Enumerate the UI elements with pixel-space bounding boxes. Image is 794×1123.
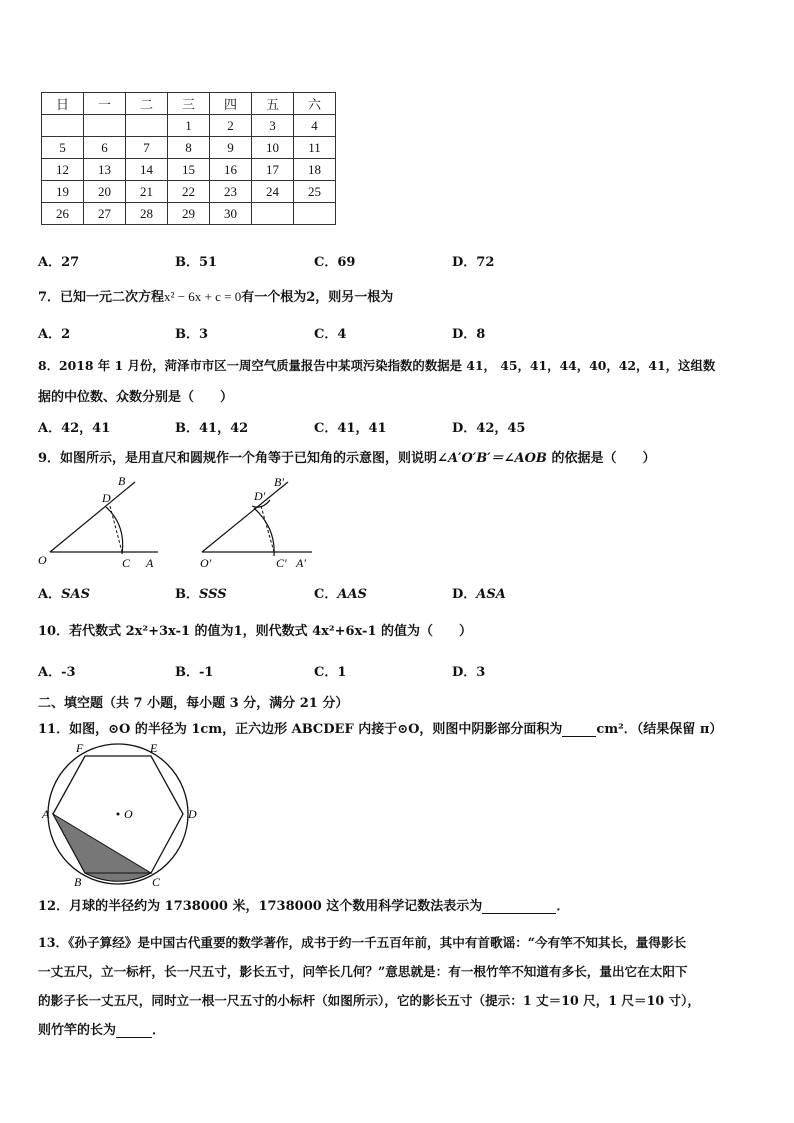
calendar-cell — [42, 115, 84, 137]
q9-option-b-letter: B． — [175, 587, 199, 602]
calendar-cell: 26 — [42, 203, 84, 225]
calendar-cell: 20 — [84, 181, 126, 203]
calendar-cell: 10 — [252, 137, 294, 159]
q9-option-b[interactable] — [175, 583, 227, 602]
q10-stem: 10．若代数式 2x²+3x-1 的值为1，则代数式 4x²+6x-1 的值为（ ） — [38, 624, 473, 639]
q9-option-d-value: ASA — [476, 587, 506, 602]
calendar-cell: 5 — [42, 137, 84, 159]
q11-hexagon-figure — [36, 738, 206, 888]
q7-text-before: 7．已知一元二次方程 — [38, 290, 165, 305]
q13-line-2: 一丈五尺，立一标杆，长一尺五寸，影长五寸，问竿长几何？”意思就是：有一根竹竿不知道有多长，量出它在太阳下 — [38, 964, 688, 979]
calendar-cell: 27 — [84, 203, 126, 225]
label-d-prime: D′ — [254, 489, 266, 503]
label-f: F — [76, 741, 84, 755]
q9-option-c-letter: C． — [314, 587, 338, 602]
calendar-cell: 8 — [168, 137, 210, 159]
calendar-cell: 23 — [210, 181, 252, 203]
label-e: E — [150, 741, 158, 755]
calendar-cell: 24 — [252, 181, 294, 203]
q9-angle-figure — [30, 470, 330, 575]
chord-d-prime-c-prime — [261, 506, 274, 552]
q11-text-before: 11．如图，⊙O 的半径为 1cm，正六边形 ABCDEF 内接于⊙O，则图中阴影部分面积为 — [38, 722, 563, 737]
label-d: D — [188, 807, 197, 821]
q11-stem — [38, 718, 722, 737]
calendar-table — [41, 92, 336, 225]
q9-option-a-value: SAS — [61, 587, 90, 602]
q7-option-d[interactable]: D．8 — [452, 327, 486, 342]
calendar-cell: 21 — [126, 181, 168, 203]
q10-option-c[interactable]: C．1 — [314, 665, 347, 680]
calendar-cell: 16 — [210, 159, 252, 181]
q9-option-c[interactable] — [314, 583, 367, 602]
label-d: D — [102, 491, 111, 505]
label-c-prime: C′ — [276, 556, 287, 570]
calendar-cell: 15 — [168, 159, 210, 181]
q9-text-after: 的依据是（ ） — [546, 451, 656, 466]
calendar-cell: 13 — [84, 159, 126, 181]
q6-option-c[interactable]: C．69 — [314, 255, 356, 270]
q6-option-b[interactable]: B．51 — [175, 255, 218, 270]
q7-option-c[interactable]: C．4 — [314, 327, 347, 342]
calendar-cell — [126, 115, 168, 137]
q13-line-1: 13．《孙子算经》是中国古代重要的数学著作，成书于约一千五百年前，其中有首歌谣：“今有竿不知其长，量得影长 — [38, 935, 687, 950]
q8-line-2: 据的中位数、众数分别是（ ） — [38, 390, 234, 405]
q9-option-c-value: AAS — [337, 587, 367, 602]
q10-option-b[interactable]: B．-1 — [175, 665, 214, 680]
q9-option-a[interactable] — [38, 583, 90, 602]
q13-line-3: 的影子长一丈五尺，同时立一根一尺五寸的小标杆（如图所示），它的影长五寸（提示：1 丈＝10 尺，1 尺＝10 寸）， — [38, 993, 701, 1008]
calendar-cell: 4 — [294, 115, 336, 137]
q9-option-b-value: SSS — [199, 587, 227, 602]
q6-option-a[interactable]: A．27 — [38, 255, 80, 270]
calendar-cell: 3 — [252, 115, 294, 137]
calendar-row — [42, 137, 336, 159]
q8-option-a[interactable]: A．42，41 — [38, 421, 111, 436]
calendar-header-cell: 五 — [252, 93, 294, 115]
q9-option-d[interactable] — [452, 583, 506, 602]
label-b: B — [74, 875, 82, 888]
q7-equation: x² − 6x + c = 0 — [164, 289, 242, 304]
calendar-cell: 22 — [168, 181, 210, 203]
calendar-row — [42, 115, 336, 137]
shaded-triangle — [53, 814, 151, 873]
calendar-cell: 28 — [126, 203, 168, 225]
q7-text-after: 有一个根为2，则另一根为 — [241, 290, 394, 305]
calendar-cell: 30 — [210, 203, 252, 225]
q6-option-d[interactable]: D．72 — [452, 255, 495, 270]
label-o: O — [124, 807, 133, 821]
calendar-cell: 18 — [294, 159, 336, 181]
label-o: O — [38, 553, 47, 567]
compass-arc-prime — [254, 508, 274, 556]
calendar-cell — [294, 203, 336, 225]
calendar-header-cell: 二 — [126, 93, 168, 115]
q7-option-a[interactable]: A．2 — [38, 327, 71, 342]
label-c: C — [122, 556, 131, 570]
calendar-cell: 12 — [42, 159, 84, 181]
q13-text-after: ． — [152, 1023, 166, 1038]
calendar-header-cell: 三 — [168, 93, 210, 115]
calendar-cell: 19 — [42, 181, 84, 203]
calendar-header-cell: 一 — [84, 93, 126, 115]
calendar-cell: 7 — [126, 137, 168, 159]
q8-option-d[interactable]: D．42，45 — [452, 421, 526, 436]
label-a-prime: A′ — [296, 556, 306, 570]
calendar-header-cell: 日 — [42, 93, 84, 115]
q9-text-before: 9．如图所示，是用直尺和圆规作一个角等于已知角的示意图，则说明 — [38, 451, 438, 466]
calendar-cell — [252, 203, 294, 225]
q10-option-d[interactable]: D．3 — [452, 665, 486, 680]
q9-left-angle — [38, 474, 158, 570]
calendar-row — [42, 203, 336, 225]
q9-formula: ∠A′O′B′＝∠AOB — [437, 451, 547, 466]
q7-stem — [38, 286, 393, 305]
calendar-cell: 11 — [294, 137, 336, 159]
q12-text-after: ． — [556, 899, 570, 914]
calendar-cell — [84, 115, 126, 137]
calendar-header-cell: 四 — [210, 93, 252, 115]
calendar-header-cell: 六 — [294, 93, 336, 115]
q11-text-after: cm²．（结果保留 π） — [596, 722, 723, 737]
label-b: B — [118, 474, 126, 488]
q8-line-1: 8．2018 年 1 月份，菏泽市市区一周空气质量报告中某项污染指数的数据是 41， 45，41，44，40，42，41，这组数 — [38, 358, 716, 373]
calendar-cell: 1 — [168, 115, 210, 137]
calendar-cell: 17 — [252, 159, 294, 181]
q13-text-before: 则竹竿的长为 — [38, 1023, 117, 1038]
label-a: A — [146, 556, 154, 570]
label-b-prime: B′ — [274, 475, 284, 489]
label-o-prime: O′ — [200, 556, 212, 570]
ray-o-prime-b-prime — [202, 482, 288, 552]
center-point — [117, 813, 120, 816]
calendar-cell: 25 — [294, 181, 336, 203]
q10-option-a[interactable]: A．-3 — [38, 665, 76, 680]
calendar-cell: 2 — [210, 115, 252, 137]
q11-answer-blank[interactable] — [562, 722, 596, 737]
calendar-cell: 9 — [210, 137, 252, 159]
q12-stem — [38, 895, 569, 914]
q8-option-c[interactable]: C．41，41 — [314, 421, 387, 436]
q8-option-b[interactable]: B．41，42 — [175, 421, 249, 436]
calendar-cell: 14 — [126, 159, 168, 181]
q9-stem — [38, 447, 655, 466]
calendar-row — [42, 159, 336, 181]
label-a: A — [42, 807, 50, 821]
q9-option-a-letter: A． — [38, 587, 62, 602]
calendar-cell: 6 — [84, 137, 126, 159]
q13-line-4 — [38, 1019, 165, 1038]
q7-option-b[interactable]: B．3 — [175, 327, 209, 342]
label-c: C — [152, 875, 161, 888]
q12-answer-blank[interactable] — [482, 899, 556, 914]
calendar-row — [42, 181, 336, 203]
section-heading: 二、填空题（共 7 小题，每小题 3 分，满分 21 分） — [38, 696, 349, 711]
calendar-cell: 29 — [168, 203, 210, 225]
q13-answer-blank[interactable] — [116, 1023, 152, 1038]
q9-right-angle — [200, 475, 312, 570]
calendar-header-row — [42, 93, 336, 115]
q9-option-d-letter: D． — [452, 587, 477, 602]
q12-text-before: 12．月球的半径约为 1738000 米，1738000 这个数用科学记数法表示为 — [38, 899, 483, 914]
